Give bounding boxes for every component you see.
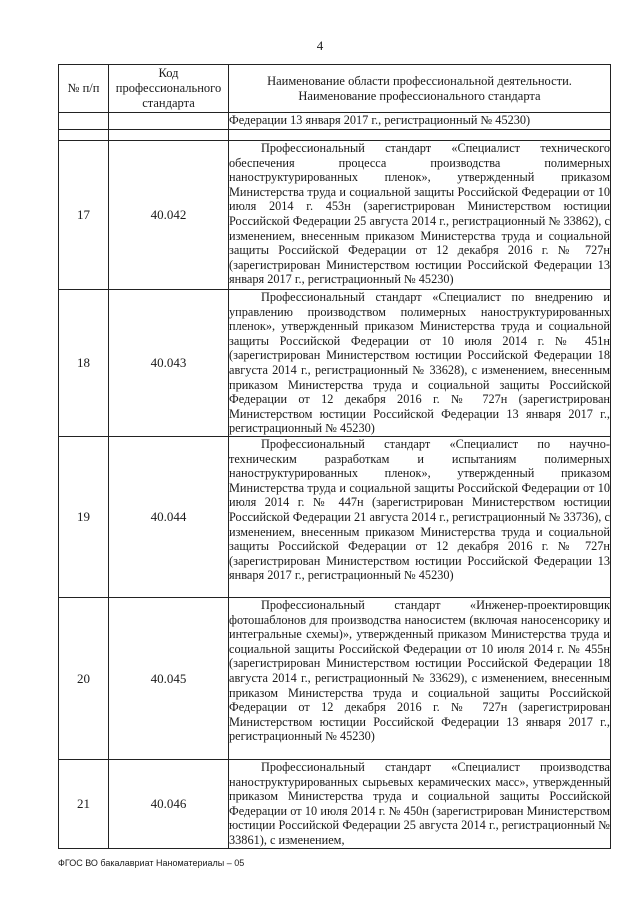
header-name: Наименование области профессиональной деятельности. Наименование профессионального стандарта xyxy=(229,65,611,113)
standard-code: 40.042 xyxy=(109,141,229,290)
table-row xyxy=(59,290,611,437)
standard-description: Профессиональный стандарт «Специалист по научно-техническим разработкам и испытаниям полимерных наноструктурированных пленок», утвержденный приказом Министерства труда и социальной защиты Российской Федерации от 10 июля 2014 г. № 447н (зарегистрирован Министерством юстиции Российской Федерации 21 августа 2014 г., регистрационный № 33736), с изменением, внесенным приказом Министерства труда и социальной защиты Российской Федерации от 12 декабря 2016 г. № 727н (зарегистрирован Министерством юстиции Российской Федерации 13 января 2017 г., регистрационный № 45230) xyxy=(229,437,610,583)
row-number: 17 xyxy=(59,141,109,290)
standard-description: Профессиональный стандарт «Специалист производства наноструктурированных сырьевых керамических масс», утвержденный приказом Министерства труда и социальной защиты Российской Федерации от 10 июля 2014 г. № 450н (зарегистрирован Министерством юстиции Российской Федерации 25 августа 2014 г., регистрационный № 33861), с изменением, xyxy=(229,760,610,847)
standard-description: Профессиональный стандарт «Специалист технического обеспечения процесса производства полимерных наноструктурированных пленок», утвержденный приказом Министерства труда и социальной защиты Российской Федерации от 10 июля 2014 г. 453н (зарегистрирован Министерством юстиции Российской Федерации 25 августа 2014 г., регистрационный № 33862), с изменением, внесенным приказом Министерства труда и социальной защиты Российской Федерации от 12 декабря 2016 г. № 727н (зарегистрирован Министерством юстиции Российской Федерации 13 января 2017 г., регистрационный № 45230) xyxy=(229,141,610,287)
page-number: 4 xyxy=(316,38,324,53)
table-row xyxy=(59,437,611,598)
header-code: Код профессионального стандарта xyxy=(109,65,229,113)
table-header-row xyxy=(59,65,611,113)
continuation-text: Федерации 13 января 2017 г., регистрационный № 45230) xyxy=(229,113,531,127)
header-num: № п/п xyxy=(59,65,109,113)
row-number: 21 xyxy=(59,760,109,849)
standard-code: 40.044 xyxy=(109,437,229,598)
standard-code: 40.046 xyxy=(109,760,229,849)
row-number: 18 xyxy=(59,290,109,437)
standard-code: 40.045 xyxy=(109,598,229,760)
standard-code: 40.043 xyxy=(109,290,229,437)
table-row xyxy=(59,760,611,849)
table-row xyxy=(59,598,611,760)
table-spacer xyxy=(59,130,611,141)
standard-description: Профессиональный стандарт «Специалист по внедрению и управлению производством полимерных наноструктурированных пленок», утвержденный приказом Министерства труда и социальной защиты Российской Федерации от 10 июля 2014 г. № 451н (зарегистрирован Министерством юстиции Российской Федерации 18 августа 2014 г., регистрационный № 33628), с изменением, внесенным приказом Министерства труда и социальной защиты Российской Федерации от 12 декабря 2016 г. № 727н (зарегистрирован Министерством юстиции Российской Федерации 13 января 2017 г., регистрационный № 45230) xyxy=(229,290,610,436)
row-number: 19 xyxy=(59,437,109,598)
row-number: 20 xyxy=(59,598,109,760)
table-row xyxy=(59,141,611,290)
professional-standards-table xyxy=(58,64,611,849)
table-row-continuation xyxy=(59,113,611,130)
document-footer: ФГОС ВО бакалавриат Наноматериалы – 05 xyxy=(58,858,245,868)
standard-description: Профессиональный стандарт «Инженер-проектировщик фотошаблонов для производства наносистем (включая наносенсорику и интегральные схемы)», утвержденный приказом Министерства труда и социальной защиты Российской Федерации от 10 июля 2014 г. № 455н (зарегистрирован Министерством юстиции Российской Федерации 18 августа 2014 г., регистрационный № 33629), с изменением, внесенным приказом Министерства труда и социальной защиты Российской Федерации от 12 декабря 2016 г. № 727н (зарегистрирован Министерством юстиции Российской Федерации 13 января 2017 г., регистрационный № 45230) xyxy=(229,598,610,744)
